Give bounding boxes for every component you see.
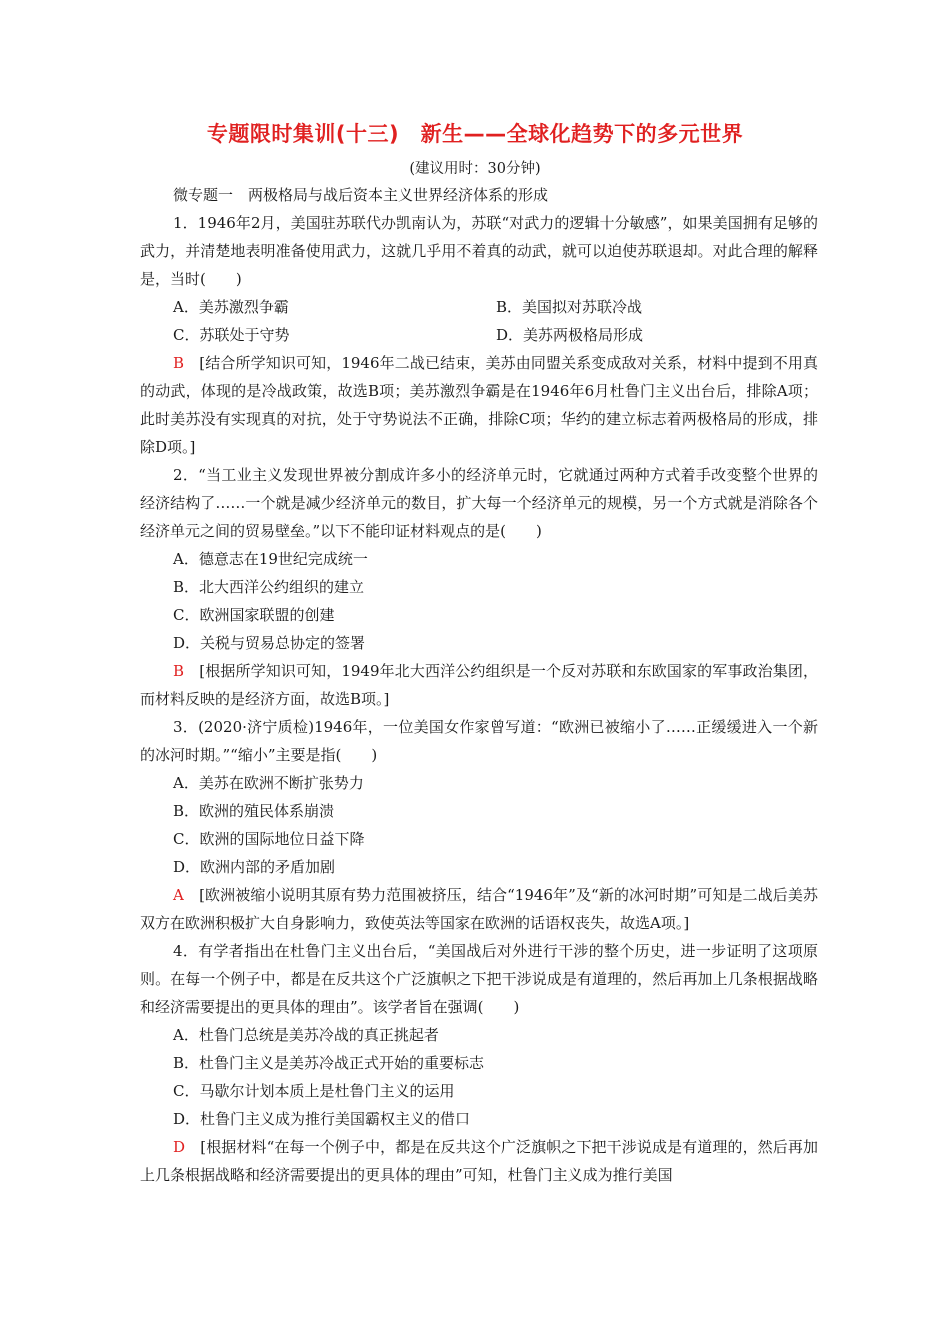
option-b: B．杜鲁门主义是美苏冷战正式开始的重要标志: [173, 1054, 485, 1072]
option-a: A．杜鲁门总统是美苏冷战的真正挑起者: [173, 1026, 439, 1044]
option-b: B．美国拟对苏联冷战: [496, 298, 643, 316]
explanation-text: [结合所学知识可知，1946年二战已结束，美苏由同盟关系变成敌对关系，材料中提到不用真的动武，体现的是冷战政策，故选B项；美苏激烈争霸是在1946年6月杜鲁门主义出台后，排除A项；此时美苏没有实现真的对抗，处于守势说法不正确，排除C项；华约的建立标志着两极格局的形成，排除D项。]: [140, 354, 818, 456]
answer-explanation: [140, 657, 818, 713]
option-c: C．欧洲的国际地位日益下降: [173, 830, 365, 848]
answer-letter: A: [173, 886, 184, 904]
option-a: A．德意志在19世纪完成统一: [173, 550, 368, 568]
option-b: B．欧洲的殖民体系崩溃: [173, 802, 335, 820]
answer-letter: B: [173, 662, 185, 680]
question-4: [140, 937, 818, 1189]
option-c: C．马歇尔计划本质上是杜鲁门主义的运用: [173, 1082, 455, 1100]
option-a: A．美苏激烈争霸: [173, 298, 289, 316]
exercise-body: [140, 181, 818, 1189]
option-d: D．美苏两极格局形成: [496, 326, 644, 344]
question-stem: 3．(2020·济宁质检)1946年，一位美国女作家曾写道：“欧洲已被缩小了……正缓缓进入一个新的冰河时期。”“缩小”主要是指( ): [140, 718, 818, 764]
explanation-text: [欧洲被缩小说明其原有势力范围被挤压，结合“1946年”及“新的冰河时期”可知是二战后美苏双方在欧洲积极扩大自身影响力，致使英法等国家在欧洲的话语权丧失，故选A项。]: [140, 886, 818, 932]
options-row: [140, 321, 818, 349]
answer-explanation: [140, 881, 818, 937]
question-1: [140, 209, 818, 461]
explanation-text: [根据所学知识可知，1949年北大西洋公约组织是一个反对苏联和东欧国家的军事政治集团，而材料反映的是经济方面，故选B项。]: [140, 662, 818, 708]
question-stem: 2．“当工业主义发现世界被分割成许多小的经济单元时，它就通过两种方式着手改变整个世界的经济结构了……一个就是减少经济单元的数目，扩大每一个经济单元的规模，另一个方式就是消除各个经济单元之间的贸易壁垒。”以下不能印证材料观点的是( ): [140, 466, 818, 540]
answer-letter: D: [173, 1138, 186, 1156]
page-title: 专题限时集训(十三) 新生——全球化趋势下的多元世界: [206, 122, 744, 146]
option-d: D．杜鲁门主义成为推行美国霸权主义的借口: [173, 1110, 471, 1128]
option-a: A．美苏在欧洲不断扩张势力: [173, 774, 364, 792]
question-3: [140, 713, 818, 937]
option-c: C．苏联处于守势: [173, 326, 290, 344]
question-2: [140, 461, 818, 713]
option-c: C．欧洲国家联盟的创建: [173, 606, 335, 624]
section-heading: 微专题一 两极格局与战后资本主义世界经济体系的形成: [173, 186, 549, 204]
answer-explanation: [140, 1133, 818, 1189]
question-stem: 1．1946年2月，美国驻苏联代办凯南认为，苏联“对武力的逻辑十分敏感”，如果美国拥有足够的武力，并清楚地表明准备使用武力，这就几乎用不着真的动武，就可以迫使苏联退却。对此合理的解释是，当时( ): [140, 214, 818, 288]
option-d: D．欧洲内部的矛盾加剧: [173, 858, 336, 876]
answer-explanation: [140, 349, 818, 461]
question-stem: 4．有学者指出在杜鲁门主义出台后，“美国战后对外进行干涉的整个历史，进一步证明了这项原则。在每一个例子中，都是在反共这个广泛旗帜之下把干涉说成是有道理的，然后再加上几条根据战略和经济需要提出的更具体的理由”。该学者旨在强调( ): [140, 942, 818, 1016]
option-d: D．关税与贸易总协定的签署: [173, 634, 366, 652]
suggested-time: (建议用时：30分钟): [409, 161, 541, 177]
options-row: [140, 293, 818, 321]
explanation-text: [根据材料“在每一个例子中，都是在反共这个广泛旗帜之下把干涉说成是有道理的，然后再加上几条根据战略和经济需要提出的更具体的理由”可知，杜鲁门主义成为推行美国: [140, 1138, 818, 1184]
option-b: B．北大西洋公约组织的建立: [173, 578, 365, 596]
answer-letter: B: [173, 354, 185, 372]
